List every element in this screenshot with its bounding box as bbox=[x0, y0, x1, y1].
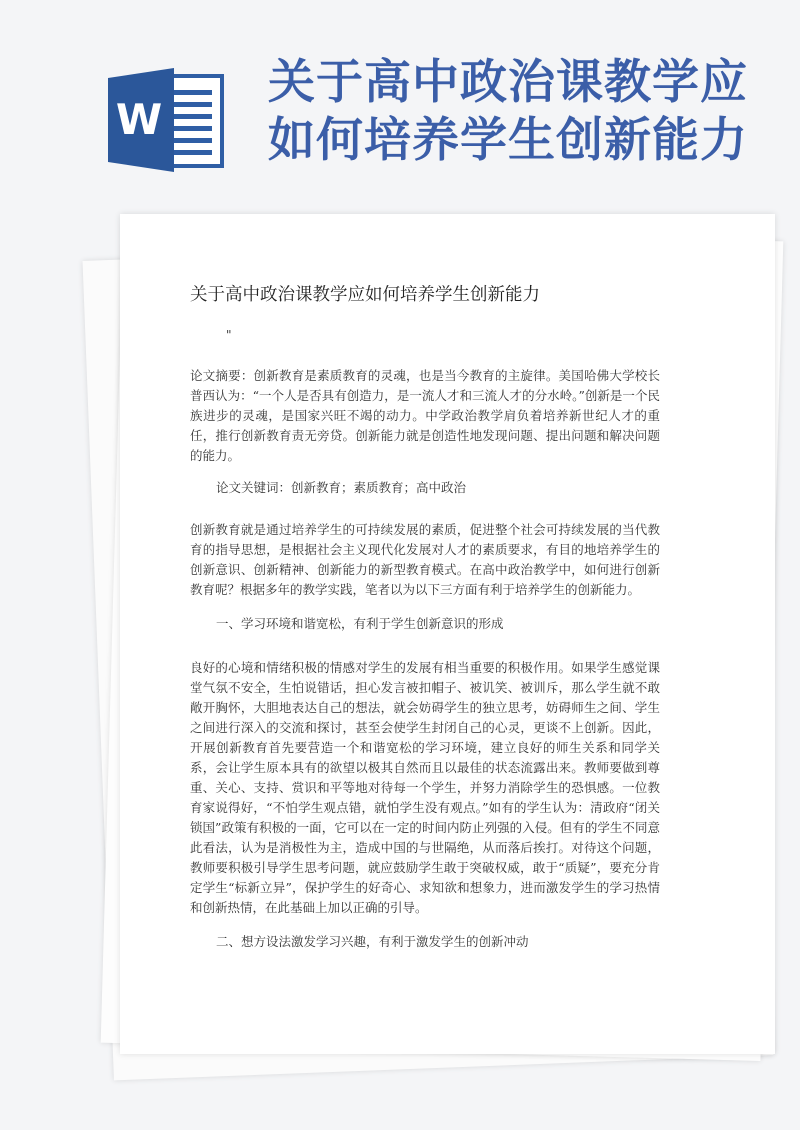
section-heading-1: 一、学习环境和谐宽松，有利于学生创新意识的形成 bbox=[216, 616, 504, 631]
document-body bbox=[190, 282, 660, 976]
body-paragraph-1: 良好的心境和情绪积极的情感对学生的发展有相当重要的积极作用。如果学生感觉课堂气氛不安全，生怕说错话，担心发言被扣帽子、被讥笑、被训斥，那么学生就不敢敞开胸怀，大胆地表达自己的想法，就会妨碍学生的独立思考，妨碍师生之间、学生之间进行深入的交流和探讨，甚至会使学生封闭自己的心灵，更谈不上创新。因此，开展创新教育首先要营造一个和谐宽松的学习环境，建立良好的师生关系和同学关系，会让学生原本具有的欲望以极其自然而且以最佳的状态流露出来。教师要做到尊重、关心、支持、赏识和平等地对待每一个学生，并努力消除学生的恐惧感。一位教育家说得好，“不怕学生观点错，就怕学生没有观点。”如有的学生认为：清政府“闭关锁国”政策有积极的一面，它可以在一定的时间内防止列强的入侵。但有的学生不同意此看法，认为是消极性为主，造成中国的与世隔绝，从而落后挨打。对待这个问题，教师要积极引导学生思考问题，就应鼓励学生敢于突破权威，敢于“质疑”，要充分肯定学生“标新立异”，保护学生的好奇心、求知欲和想象力，进而激发学生的学习热情和创新热情，在此基础上加以正确的引导。 bbox=[190, 660, 660, 915]
banner-title-line1: 关于高中政治课教学应 bbox=[268, 55, 748, 110]
intro-paragraph: 创新教育就是通过培养学生的可持续发展的素质，促进整个社会可持续发展的当代教育的指导思想，是根据社会主义现代化发展对人才的素质要求，有目的地培养学生的创新意识、创新精神、创新能力的新型教育模式。在高中政治教学中，如何进行创新教育呢？根据多年的教学实践，笔者以为以下三方面有利于培养学生的创新能力。 bbox=[190, 522, 660, 597]
banner-title bbox=[268, 54, 788, 170]
quote-mark: " bbox=[226, 328, 232, 342]
word-document-icon bbox=[108, 68, 226, 172]
word-letter: W bbox=[115, 95, 163, 144]
abstract-paragraph: 论文摘要：创新教育是素质教育的灵魂，也是当今教育的主旋律。美国哈佛大学校长普西认为：“一个人是否具有创造力，是一流人才和三流人才的分水岭。”创新是一个民族进步的灵魂，是国家兴旺不竭的动力。中学政治教学肩负着培养新世纪人才的重任，推行创新教育责无旁贷。创新能力就是创造性地发现问题、提出问题和解决问题的能力。 bbox=[190, 368, 660, 463]
banner-title-line2: 如何培养学生创新能力 bbox=[268, 113, 748, 168]
section-heading-2: 二、想方设法激发学习兴趣，有利于激发学生的创新冲动 bbox=[216, 934, 529, 949]
keywords-line: 论文关键词：创新教育；素质教育；高中政治 bbox=[216, 480, 467, 495]
document-title: 关于高中政治课教学应如何培养学生创新能力 bbox=[190, 285, 540, 305]
